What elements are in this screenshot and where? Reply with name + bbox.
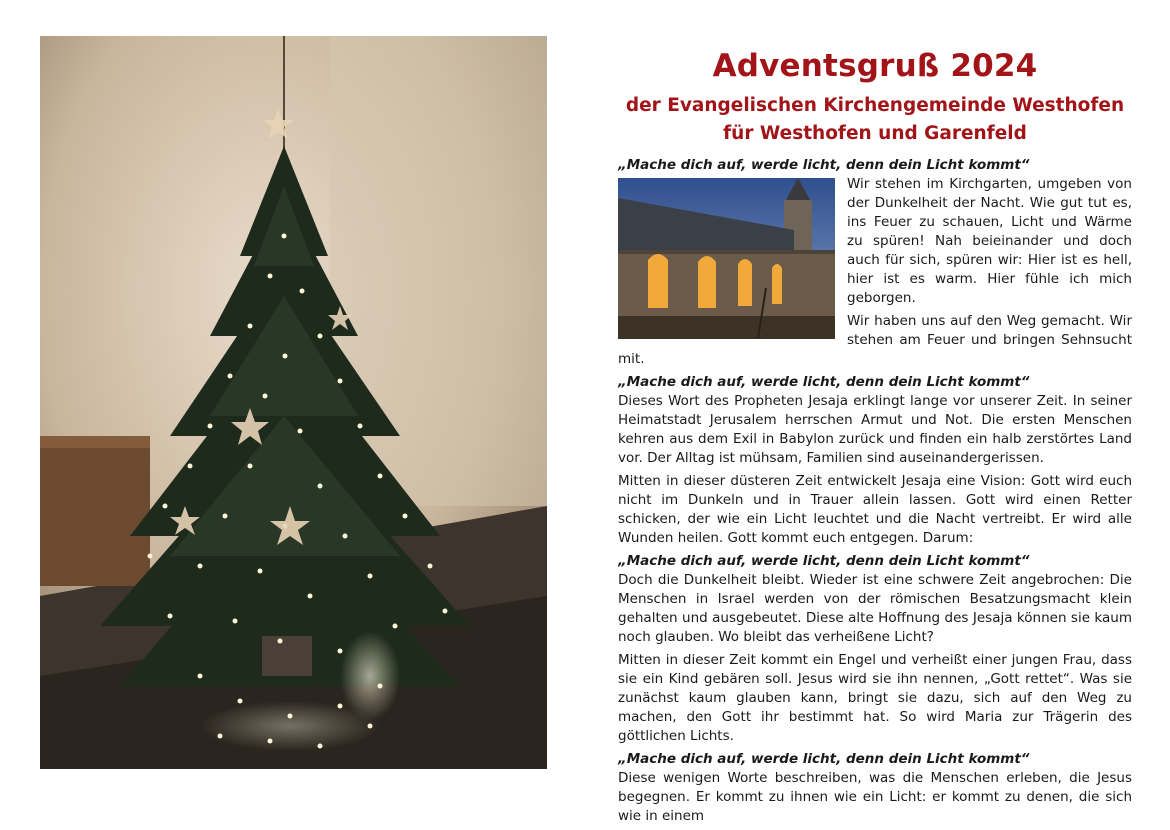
subtitle-line-1: der Evangelischen Kirchengemeinde Westhofen (625, 95, 1125, 116)
paragraph-5: Doch die Dunkelheit bleibt. Wieder ist eine schwere Zeit angebrochen: Die Menschen in Israel werden von der römischen Besatzungsmacht klein gehalten und ausgebeutet. Diese alte Hoffnung des Jesaja können sie kaum noch glauben. Wo bleibt das verheißene Licht? (618, 572, 1132, 645)
subtitle-line-2: für Westhofen und Garenfeld (723, 123, 1027, 144)
church-evening-photo (618, 178, 835, 339)
quote-2: „Mache dich auf, werde licht, denn dein Licht kommt“ (618, 374, 1030, 390)
christmas-tree-photo (40, 36, 547, 769)
paragraph-4: Mitten in dieser düsteren Zeit entwickelt Jesaja eine Vision: Gott wird euch nicht im Dunkeln und in Trauer allein lassen. Gott wird einen Retter schicken, der wie ein Licht leuchtet und die Nacht vertreibt. Er wird alle Wunden heilen. Gott kommt euch entgegen. Darum: (618, 473, 1132, 546)
paragraph-3: Dieses Wort des Propheten Jesaja erklingt lange vor unserer Zeit. In seiner Heimatstadt Jerusalem herrschen Armut und Not. Die ersten Menschen kehren aus dem Exil in Babylon zurück und finden ein halb zerstörtes Land vor. Der Alltag ist mühsam, Familien sind auseinandergerissen. (618, 393, 1132, 466)
paragraph-1: Wir stehen im Kirchgarten, umgeben von der Dunkelheit der Nacht. Wie gut tut es, ins Feuer zu schauen, Licht und Wärme zu spüren! Nah beieinander und doch auch für sich, spüren wir: Hier ist es hell, hier ist es warm. Hier fühle ich mich geborgen. (847, 176, 1132, 306)
page-title: Adventsgruß 2024 (712, 48, 1038, 84)
quote-3: „Mache dich auf, werde licht, denn dein Licht kommt“ (618, 553, 1030, 569)
quote-4: „Mache dich auf, werde licht, denn dein Licht kommt“ (618, 751, 1030, 767)
quote-1: „Mache dich auf, werde licht, denn dein Licht kommt“ (618, 157, 1030, 173)
paragraph-7: Diese wenigen Worte beschreiben, was die Menschen erleben, die Jesus begegnen. Er kommt zu ihnen wie ein Licht: er kommt zu denen, die sich wie in einem (618, 770, 1132, 824)
paragraph-6: Mitten in dieser Zeit kommt ein Engel und verheißt einer jungen Frau, dass sie ein Kind gebären soll. Jesus wird sie ihn nennen, „Gott rettet“. Was sie zunächst kaum glauben kann, bringt sie dazu, sich auf den Weg zu machen, den Gott ihr bestimmt hat. So wird Maria zur Trägerin des göttlichen Lichts. (618, 652, 1132, 744)
paragraph-2: Wir haben uns auf den Weg gemacht. Wir stehen am Feuer und bringen Sehnsucht mit. (618, 313, 1132, 367)
